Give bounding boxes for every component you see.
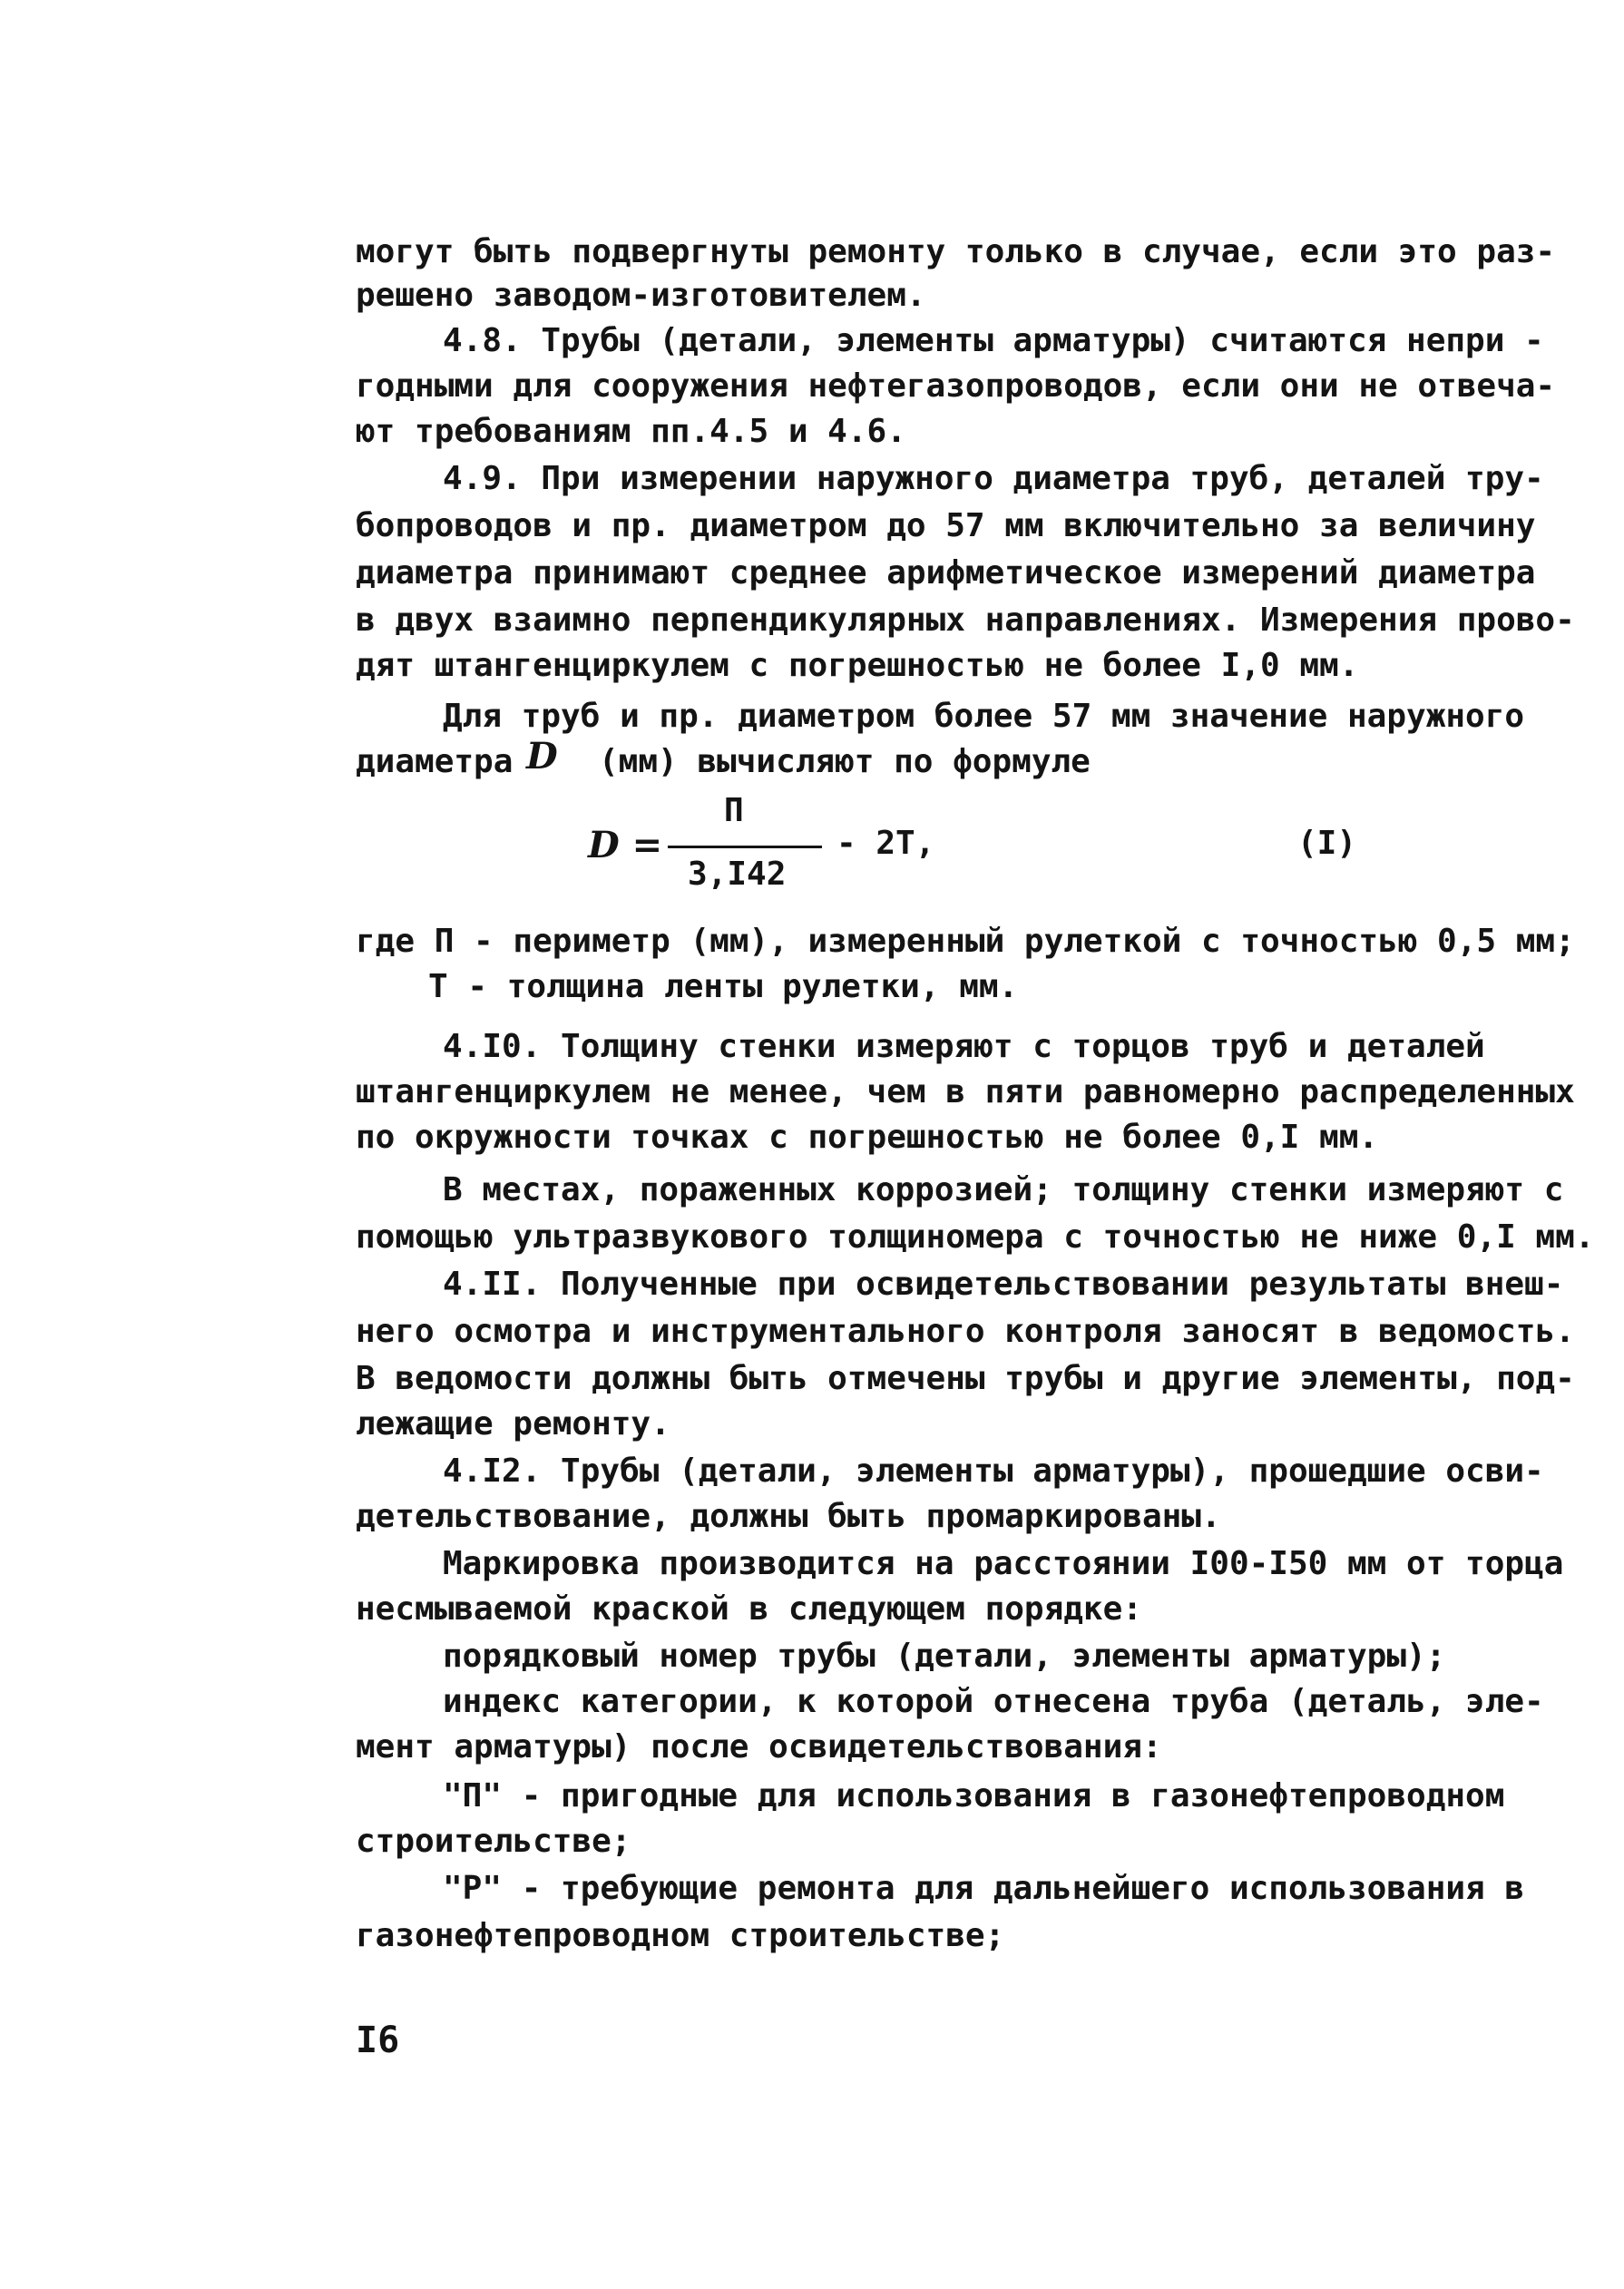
text-line: порядковый номер трубы (детали, элементы арматуры); [443,1638,1446,1675]
formula-lhs: D = [588,824,663,866]
text-line: В ведомости должны быть отмечены трубы и другие элементы, под- [356,1360,1575,1397]
text-line: могут быть подвергнуты ремонту только в случае, если это раз- [356,233,1556,270]
formula-number: (I) [1297,825,1357,862]
text-line: Маркировка производится на расстоянии I00-I50 мм от торца [443,1545,1564,1582]
text-line: диаметра [356,743,514,780]
text-line: 4.8. Трубы (детали, элементы арматуры) считаются непри - [443,322,1544,359]
text-line: штангенциркулем не менее, чем в пяти равномерно распределенных [356,1073,1575,1110]
fraction-bar [668,846,822,848]
text-line: "Р" - требующие ремонта для дальнейшего использования в [443,1870,1525,1907]
text-line: где П - периметр (мм), измеренный рулеткой с точностью 0,5 мм; [356,923,1575,960]
text-line: ют требованиям пп.4.5 и 4.6. [356,413,906,450]
text-line: 4.9. При измерении наружного диаметра труб, деталей тру- [443,460,1544,497]
text-line: (мм) вычисляют по формуле [599,743,1091,780]
text-line: строительстве; [356,1823,631,1860]
text-line: газонефтепроводном строительстве; [356,1917,1005,1954]
page-number: I6 [356,2020,400,2061]
text-line: бопроводов и пр. диаметром до 57 мм включительно за величину [356,507,1536,544]
text-line: "П" - пригодные для использования в газонефтепроводном [443,1777,1505,1815]
text-line: решено заводом-изготовителем. [356,277,926,314]
text-line: детельствование, должны быть промаркированы. [356,1498,1221,1535]
text-line: по окружности точках с погрешностью не более 0,I мм. [356,1119,1379,1156]
text-line: индекс категории, к которой отнесена труба (деталь, эле- [443,1683,1544,1720]
formula-variable: D [526,735,558,778]
formula-numerator: П [724,792,744,829]
text-line: В местах, пораженных коррозией; толщину стенки измеряют с [443,1171,1564,1208]
text-line: 4.I0. Толщину стенки измеряют с торцов труб и деталей [443,1028,1485,1065]
text-line: диаметра принимают среднее арифметическое измерений диаметра [356,554,1536,592]
text-line: годными для сооружения нефтегазопроводов, если они не отвеча- [356,367,1556,405]
text-line: несмываемой краской в следующем порядке: [356,1590,1142,1628]
text-line: в двух взаимно перпендикулярных направлениях. Измерения прово- [356,602,1575,639]
text-line: мент арматуры) после освидетельствования: [356,1728,1162,1766]
text-line: него осмотра и инструментального контроля заносят в ведомость. [356,1313,1575,1350]
formula-denominator: 3,I42 [688,856,787,893]
formula-rest: - 2Т, [836,825,935,862]
text-line: Т - толщина ленты рулетки, мм. [428,968,1019,1005]
text-line: лежащие ремонту. [356,1405,670,1443]
text-line: 4.II. Полученные при освидетельствовании результаты внеш- [443,1266,1564,1303]
text-line: помощью ультразвукового толщиномера с точностью не ниже 0,I мм. [356,1218,1595,1256]
text-line: Для труб и пр. диаметром более 57 мм значение наружного [443,698,1525,735]
text-line: дят штангенциркулем с погрешностью не более I,0 мм. [356,647,1359,684]
text-line: 4.I2. Трубы (детали, элементы арматуры), прошедшие осви- [443,1453,1544,1490]
